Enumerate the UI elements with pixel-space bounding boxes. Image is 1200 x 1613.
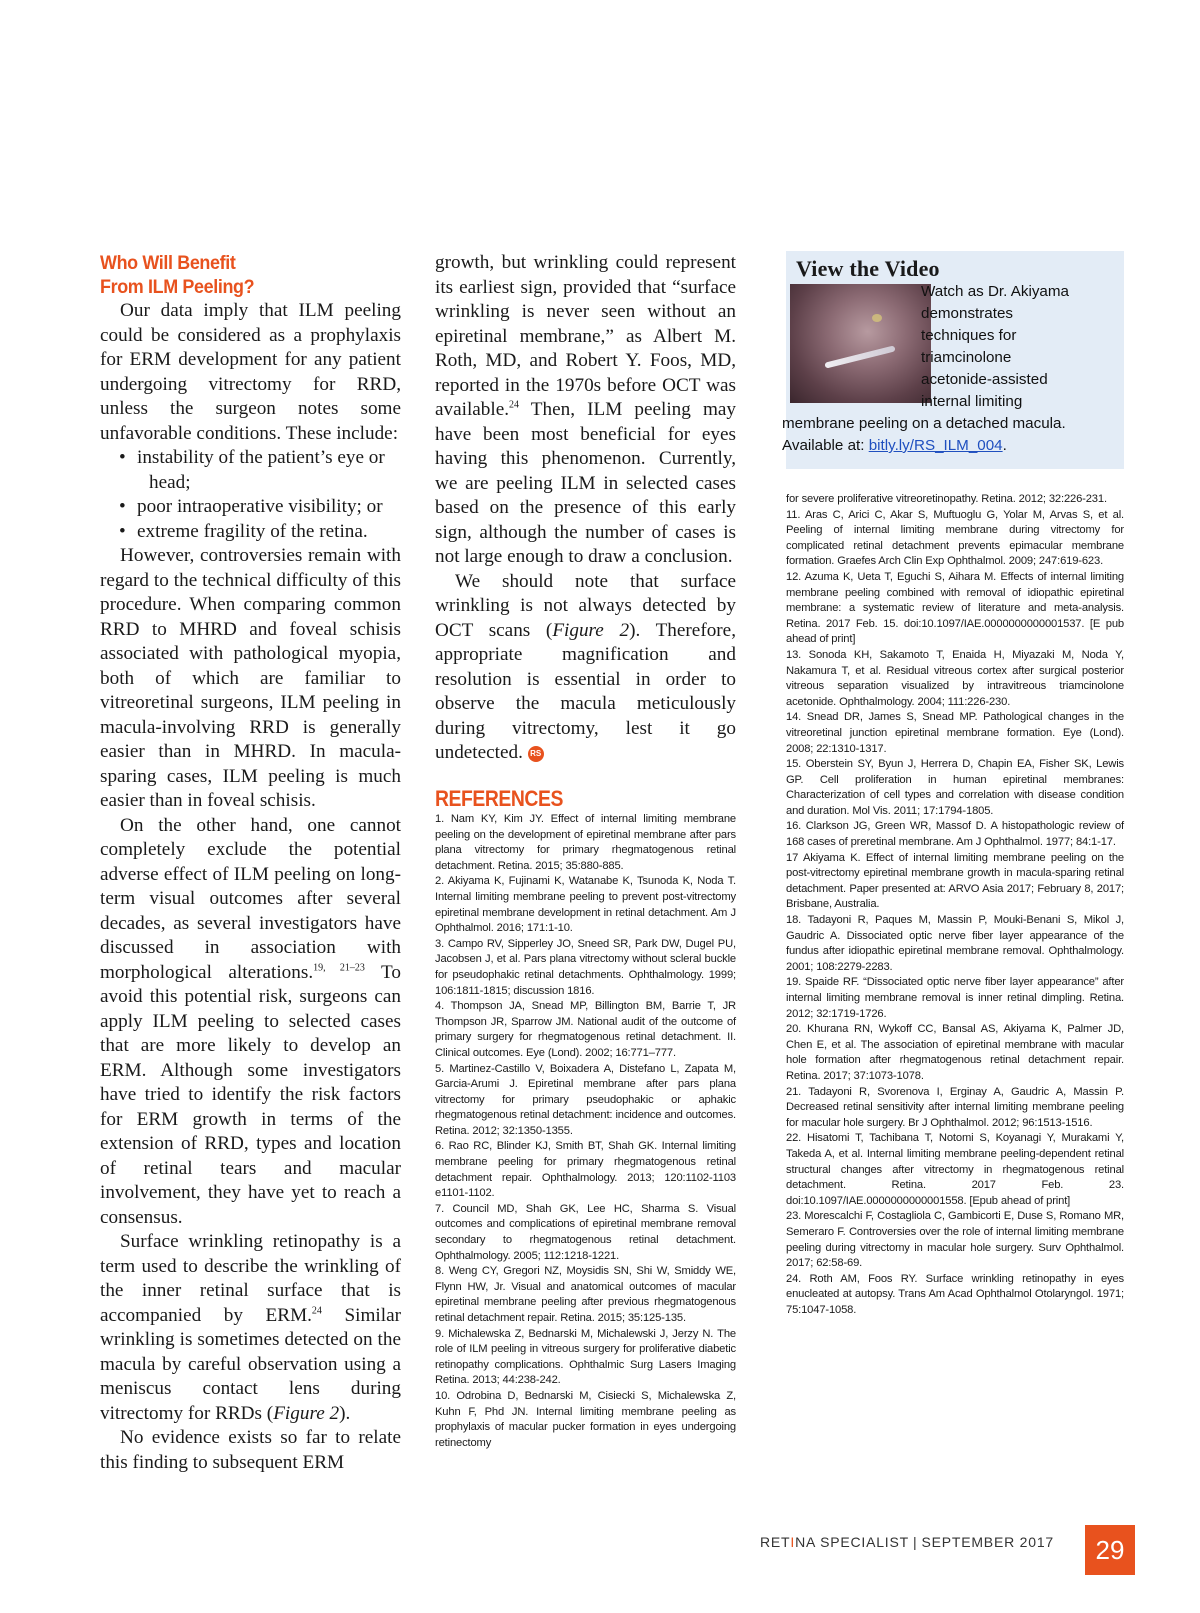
paragraph-text: ). Therefore, appropriate magnification and resolution is essential in order to observe the macula meticulously during vitrectomy, lest it go undetected. xyxy=(435,619,737,763)
paragraph-continued xyxy=(435,251,736,570)
bullet-text-1a: instability of the patient’s eye or xyxy=(137,447,385,468)
publication-name: RET xyxy=(760,1534,791,1550)
references-section xyxy=(435,786,736,1451)
paragraph-intro: Our data imply that ILM peeling could be considered as a prophylaxis for ERM development for any patient undergoing vitrectomy for RRD, unless the surgeon notes some unfavorable conditions. These include: xyxy=(100,300,401,444)
references-heading: REFERENCES xyxy=(435,786,563,811)
reference-item: 3. Campo RV, Sipperley JO, Sneed SR, Park DW, Dugel PU, Jacobsen J, et al. Pars plana vitrectomy without scleral buckle for pseudophakic retinal detachments. Ophthalmology. 1999; 106:1811-1815; discussion 1816. xyxy=(435,937,736,997)
paragraph-controversies: However, controversies remain with regard to the technical difficulty of this procedure. When comparing common RRD to MHRD and foveal schisis associated with pathological myopia, both of which are familiar to vitreoretinal surgeons, ILM peeling in macula-involving RRD is generally easier than in MHRD. In macula-sparing cases, ILM peeling is much easier than in foveal schisis. xyxy=(100,545,401,811)
reference-item: 12. Azuma K, Ueta T, Eguchi S, Aihara M. Effects of internal limiting membrane peeling combined with removal of idiopathic epiretinal membrane: a systematic review of literature and meta-analysis. Retina. 2017 Feb. 15. doi:10.1097/IAE.0000000000001537. [E pub ahead of print] xyxy=(786,570,1124,646)
reference-item: 17 Akiyama K. Effect of internal limiting membrane peeling on the post-vitrectomy epiretinal membrane growth in macula-sparing retinal detachment. Paper presented at: ARVO Asia 2017; February 8, 2017; Brisbane, Australia. xyxy=(786,851,1124,911)
citation-superscript: 24 xyxy=(509,399,520,411)
list-item xyxy=(100,446,401,495)
section-heading-line-2: From ILM Peeling? xyxy=(100,276,255,298)
reference-item: 8. Weng CY, Gregori NZ, Moysidis SN, Shi W, Smiddy WE, Flynn HW, Jr. Visual and anatomical outcomes of macular epiretinal membrane peeling after previous rhegmatogenous retinal detachment repair. Retina. 2015; 35:125-135. xyxy=(435,1265,736,1324)
reference-item: for severe proliferative vitreoretinopathy. Retina. 2012; 32:226-231. xyxy=(786,493,1107,505)
end-mark-icon: RS xyxy=(528,746,544,762)
video-line: demonstrates xyxy=(921,305,1014,322)
references-list-col-2 xyxy=(435,812,736,1451)
reference-item: 4. Thompson JA, Snead MP, Billington BM, Barrie T, JR Thompson JR, Sparrow JM. National audit of the outcome of primary surgery for rhegmatogenous retinal detachment. II. Clinical outcomes. Eye (Lond). 2002; 16:771–777. xyxy=(435,1000,736,1059)
video-title: View the Video xyxy=(796,256,940,281)
paragraph-text: Then, ILM peeling may have been most beneficial for eyes having this phenomenon. Currently, we are peeling ILM in selected cases based on the presence of this early sign, although the number of cases is not large enough to draw a conclusion. xyxy=(435,399,736,567)
video-line: Watch as Dr. Akiyama xyxy=(921,283,1069,300)
list-item xyxy=(100,520,401,545)
running-footer xyxy=(760,1534,1054,1550)
reference-item: 9. Michalewska Z, Bednarski M, Michalewski J, Jerzy N. The role of ILM peeling in vitreous surgery for proliferative diabetic retinopathy complications. Ophthalmic Surg Lasers Imaging Retina. 2013; 44:238-242. xyxy=(435,1327,736,1387)
footer-separator: | xyxy=(913,1534,918,1550)
reference-item: 16. Clarkson JG, Green WR, Massof D. A histopathologic review of 168 cases of preretinal membrane. Am J Ophthalmol. 1977; 84:1-17. xyxy=(786,820,1124,849)
video-line: membrane peeling on a detached macula. xyxy=(782,415,1066,432)
instrument-icon xyxy=(824,345,895,368)
video-description xyxy=(921,281,1121,413)
paragraph-text: Surface wrinkling retinopathy is a term used to describe the wrinkling of the inner retinal surface that is accompanied by ERM. xyxy=(100,1231,401,1326)
reference-item: 1. Nam KY, Kim JY. Effect of internal limiting membrane peeling on the development of epiretinal membrane after pars plana vitrectomy for primary rhegmatogenous retinal detachment. Retina. 2015; 35:880-885. xyxy=(435,813,736,872)
video-line: techniques for xyxy=(921,327,1017,344)
figure-reference: Figure 2 xyxy=(273,1402,340,1424)
references-list-col-3 xyxy=(786,492,1124,1318)
reference-item: 19. Spaide RF. “Dissociated optic nerve fiber layer appearance” after internal limiting membrane removal is inner retinal dimpling. Retina. 2012; 32:1719-1726. xyxy=(786,976,1124,1020)
article-column-2 xyxy=(435,251,736,766)
reference-item: 22. Hisatomi T, Tachibana T, Notomi S, Koyanagi Y, Murakami Y, Takeda A, et al. Internal limiting membrane peeling-dependent retinal structural changes after vitrectomy in rhegmatogenous retinal detachment. Retina. 2017 Feb. 23. doi:10.1097/IAE.0000000000001558. [Epub ahead of print] xyxy=(786,1132,1124,1207)
video-link[interactable]: bitly.ly/RS_ILM_004 xyxy=(868,437,1003,454)
publication-name-accent: I xyxy=(790,1534,796,1550)
figure-reference: Figure 2 xyxy=(552,619,630,641)
bullet-text-3: extreme fragility of the retina. xyxy=(137,520,368,542)
video-line: triamcinolone xyxy=(921,349,1012,366)
reference-item: 21. Tadayoni R, Svorenova I, Erginay A, Gaudric A, Massin P. Decreased retinal sensitivity after internal limiting membrane peeling for macular hole surgery. Br J Ophthalmol. 2012; 96:1513-1516. xyxy=(786,1085,1124,1129)
paragraph-text: To avoid this potential risk, surgeons can apply ILM peeling to selected cases that are more likely to develop an ERM. Although some investigators have tried to identify the risk factors for ERM growth in terms of the extension of RRD, types and location of retinal tears and macular involvement, they have yet to reach a consensus. xyxy=(100,961,401,1228)
paragraph-text: On the other hand, one cannot completely exclude the potential adverse effect of ILM peeling on long-term visual outcomes after several decades, as several investigators have discussed in association with morphological alterations. xyxy=(100,814,401,983)
reference-item: 5. Martinez-Castillo V, Boixadera A, Distefano L, Zapata M, Garcia-Arumi J. Epiretinal membrane after pars plana vitrectomy for primary pseudophakic or aphakic rhegmatogenous retinal detachment: incidence and outcomes. Retina. 2012; 32:1350-1355. xyxy=(435,1062,736,1137)
reference-item: 14. Snead DR, James S, Snead MP. Pathological changes in the vitreoretinal junction epiretinal membrane formation. Eye (Lond). 2008; 22:1310-1317. xyxy=(786,711,1124,755)
reference-item: 18. Tadayoni R, Paques M, Massin P, Mouki-Benani S, Mikol J, Gaudric A. Dissociated optic nerve fiber layer appearance of the fundus after idiopathic epiretinal membrane removal. Ophthalmology. 2001; 108:2279-2283. xyxy=(786,914,1124,973)
reference-item: 23. Morescalchi F, Costagliola C, Gambicorti E, Duse S, Romano MR, Semeraro F. Controversies over the role of internal limiting membrane peeling during vitrectomy in macular hole surgery. Surv Ophthalmol. 2017; 62:58-69. xyxy=(786,1210,1124,1270)
conditions-list xyxy=(100,446,401,544)
reference-item: 13. Sonoda KH, Sakamoto T, Enaida H, Miyazaki M, Noda Y, Nakamura T, et al. Residual vitreous cortex after surgical posterior vitreous separation visualized by intravitreous triamcinolone acetonide. Ophthalmology. 2004; 111:226-230. xyxy=(786,648,1124,708)
availability-label: Available at: xyxy=(782,437,869,454)
citation-superscript: 24 xyxy=(311,1305,322,1317)
reference-item: 7. Council MD, Shah GK, Lee HC, Sharma S. Visual outcomes and complications of epiretinal membrane removal secondary to rhegmatogenous retinal detachment. Ophthalmology. 2005; 112:1218-1221. xyxy=(435,1202,736,1262)
reference-item: 6. Rao RC, Blinder KJ, Smith BT, Shah GK. Internal limiting membrane peeling for primary rhegmatogenous retinal detachment repair. Ophthalmology. 2013; 120:1102-1103 e1101-1102. xyxy=(435,1140,736,1200)
paragraph-adverse-effect xyxy=(100,814,401,1231)
paragraph-text: Similar wrinkling is sometimes detected on the macula by careful observation using a meniscus contact lens during vitrectomy for RRDs ( xyxy=(100,1304,401,1424)
link-end-punct: . xyxy=(1002,437,1007,454)
video-line: acetonide-assisted xyxy=(921,371,1048,388)
section-heading-line-1: Who Will Benefit xyxy=(100,252,236,274)
reference-item: 24. Roth AM, Foos RY. Surface wrinkling retinopathy in eyes enucleated at autopsy. Trans Am Acad Ophthalmol Otolaryngol. 1971; 75:1047-1058. xyxy=(786,1272,1124,1316)
video-callout xyxy=(782,251,1124,469)
article-column-1 xyxy=(100,251,401,1475)
paragraph-text: ). xyxy=(339,1402,351,1424)
bullet-text-2: poor intraoperative visibility; or xyxy=(137,496,383,517)
paragraph-text: We should note that surface wrinkling is not always detected by OCT scans ( xyxy=(435,570,736,641)
reference-item: 15. Oberstein SY, Byun J, Herrera D, Chapin EA, Fisher SK, Lewis GP. Cell proliferation in human epiretinal membranes: Characterization of cell types and correlation with disease condition and duration. Mol Vis. 2011; 17:1794-1805. xyxy=(786,758,1124,817)
list-item xyxy=(100,495,401,520)
publication-name: NA SPECIALIST xyxy=(795,1534,909,1550)
retina-video-thumbnail-icon[interactable] xyxy=(790,284,931,403)
paragraph-oct-note xyxy=(435,570,736,766)
video-description-cont xyxy=(782,413,1122,457)
reference-item: 10. Odrobina D, Bednarski M, Cisiecki S, Michalewska Z, Kuhn F, Phd JN. Internal limiting membrane peeling as prophylaxis of macular pucker formation in eyes undergoing retinectomy xyxy=(435,1389,736,1449)
reference-item: 11. Aras C, Arici C, Akar S, Muftuoglu G, Yolar M, Arvas S, et al. Peeling of internal limiting membrane during vitrectomy for complicated retinal detachment prevents epimacular membrane formation. Graefes Arch Clin Exp Ophthalmol. 2009; 247:619-623. xyxy=(786,508,1124,568)
video-line: internal limiting xyxy=(921,393,1023,410)
bullet-text-1b: head; xyxy=(149,471,191,493)
paragraph-text: growth, but wrinkling could represent its earliest sign, provided that “surface wrinkling is never seen without an epiretinal membrane,” as Albert M. Roth, MD, and Robert Y. Foos, MD, reported in the 1970s before OCT was available. xyxy=(435,252,736,420)
citation-superscript: 19, 21–23 xyxy=(313,962,365,974)
page-number: 29 xyxy=(1085,1525,1135,1575)
reference-item: 20. Khurana RN, Wykoff CC, Bansal AS, Akiyama K, Palmer JD, Chen E, et al. The association of epiretinal membrane with macular hole formation after rhegmatogenous retinal detachment repair. Retina. 2017; 37:1073-1078. xyxy=(786,1023,1124,1082)
paragraph-surface-wrinkling xyxy=(100,1230,401,1426)
issue-date: SEPTEMBER 2017 xyxy=(921,1534,1055,1550)
paragraph-no-evidence: No evidence exists so far to relate this finding to subsequent ERM xyxy=(100,1427,401,1473)
fovea-spot-icon xyxy=(872,314,882,322)
reference-item: 2. Akiyama K, Fujinami K, Watanabe K, Tsunoda K, Noda T. Internal limiting membrane peeling to prevent post-vitrectomy epiretinal membrane development in retinal detachment. Am J Ophthalmol. 2016; 171:1-10. xyxy=(435,875,736,935)
section-heading xyxy=(100,251,377,299)
video-availability xyxy=(782,435,1122,457)
